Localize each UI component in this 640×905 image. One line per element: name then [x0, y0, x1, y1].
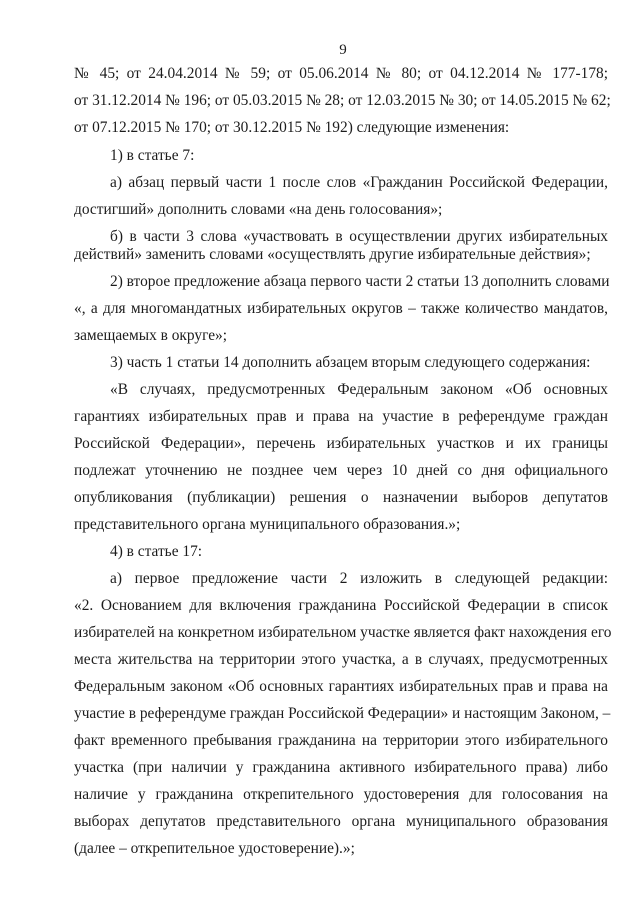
- text-line: достигший» дополнить словами «на день голосования»;: [74, 201, 443, 218]
- text-line: избирателей на конкретном избирательном участке является факт нахождения его: [74, 624, 612, 641]
- text-line: а) абзац первый части 1 после слов «Гражданин Российской Федерации,: [110, 174, 608, 191]
- text-line: «2. Основанием для включения гражданина Российской Федерации в список: [74, 597, 608, 614]
- text-line: «, а для многомандатных избирательных округов – также количество мандатов,: [74, 300, 608, 317]
- text-line: Российской Федерации», перечень избирательных участков и их границы: [74, 435, 608, 452]
- text-line: (далее – открепительное удостоверение).»;: [74, 840, 355, 857]
- text-line: места жительства на территории этого участка, а в случаях, предусмотренных: [74, 651, 608, 668]
- text-line: 2) второе предложение абзаца первого части 2 статьи 13 дополнить словами: [110, 273, 610, 290]
- text-line: Федеральным законом «Об основных гарантиях избирательных прав и права на: [74, 678, 608, 695]
- text-line: замещаемых в округе»;: [74, 327, 228, 344]
- text-line: опубликования (публикации) решения о назначении выборов депутатов: [74, 489, 608, 506]
- text-line: подлежат уточнению не позднее чем через 10 дней со дня официального: [74, 462, 608, 479]
- text-line: а) первое предложение части 2 изложить в следующей редакции:: [110, 570, 608, 587]
- text-line: действий» заменить словами «осуществлять другие избирательные действия»;: [74, 246, 591, 263]
- text-line: представительного органа муниципального образования.»;: [74, 516, 461, 533]
- text-line: «В случаях, предусмотренных Федеральным законом «Об основных: [110, 381, 608, 398]
- text-line: № 45; от 24.04.2014 № 59; от 05.06.2014 № 80; от 04.12.2014 № 177-178;: [74, 65, 608, 82]
- text-line: 4) в статье 17:: [110, 543, 203, 560]
- text-line: от 07.12.2015 № 170; от 30.12.2015 № 192) следующие изменения:: [74, 119, 510, 136]
- text-line: участка (при наличии у гражданина активного избирательного права) либо: [74, 759, 608, 776]
- text-line: выборах депутатов представительного органа муниципального образования: [74, 813, 608, 830]
- text-line: 1) в статье 7:: [110, 147, 195, 164]
- text-line: от 31.12.2014 № 196; от 05.03.2015 № 28; от 12.03.2015 № 30; от 14.05.2015 № 62;: [74, 92, 611, 109]
- text-line: участие в референдуме граждан Российской Федерации» и настоящим Законом, –: [74, 705, 611, 722]
- text-line: гарантиях избирательных прав и права на участие в референдуме граждан: [74, 408, 608, 425]
- text-line: 3) часть 1 статьи 14 дополнить абзацем вторым следующего содержания:: [110, 354, 591, 371]
- page-number: 9: [339, 42, 347, 58]
- text-line: факт временного пребывания гражданина на территории этого избирательного: [74, 732, 608, 749]
- text-line: наличие у гражданина открепительного удостоверения для голосования на: [74, 786, 608, 803]
- text-line: б) в части 3 слова «участвовать в осуществлении других избирательных: [110, 228, 608, 245]
